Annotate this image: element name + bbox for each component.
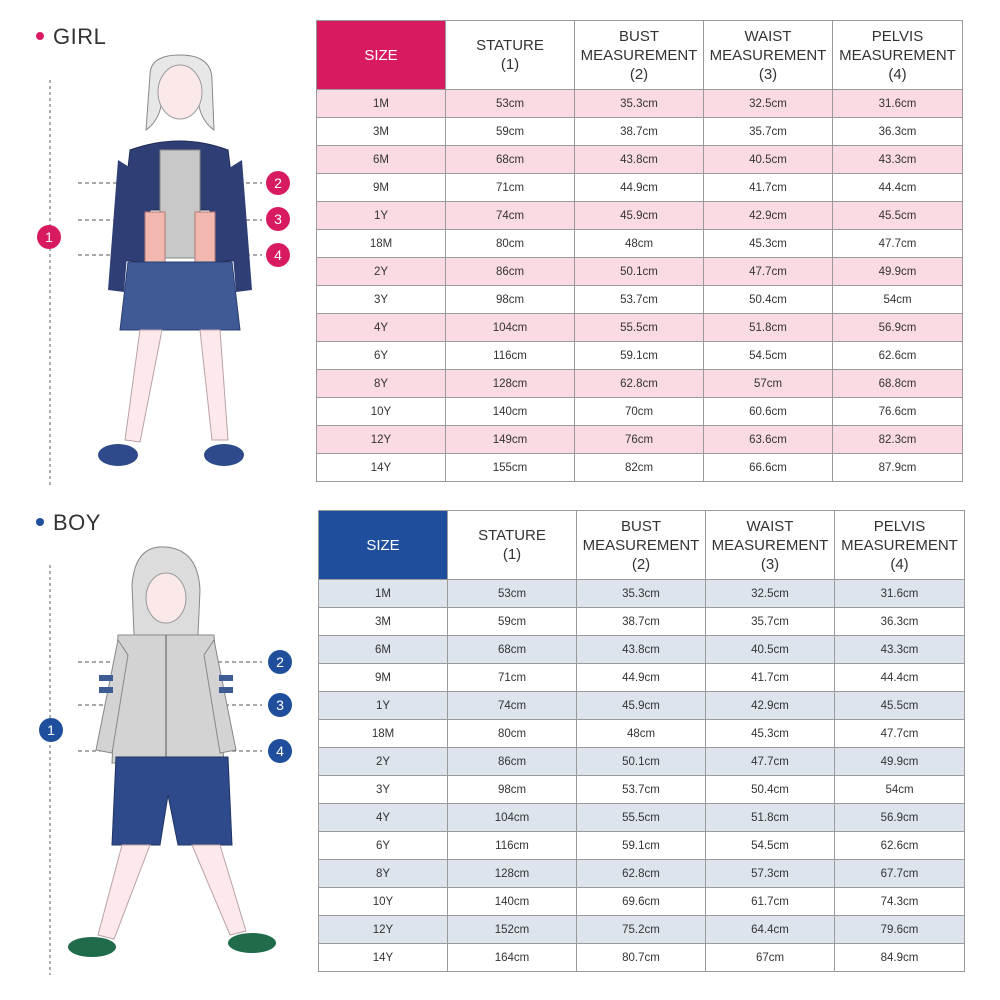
- table-row: [317, 202, 963, 230]
- cell-bust: 43.8cm: [577, 636, 706, 664]
- table-row: [317, 454, 963, 482]
- table-row: [319, 916, 965, 944]
- table-row: [317, 146, 963, 174]
- cell-bust: 50.1cm: [575, 258, 704, 286]
- cell-pelvis: 54cm: [835, 776, 965, 804]
- cell-bust: 48cm: [577, 720, 706, 748]
- marker-2-label: 2: [274, 175, 282, 191]
- cell-stature: 128cm: [448, 860, 577, 888]
- table-row: [319, 776, 965, 804]
- cell-waist: 50.4cm: [706, 776, 835, 804]
- cell-bust: 75.2cm: [577, 916, 706, 944]
- boy-illustration: [0, 495, 310, 1000]
- table-row: [317, 398, 963, 426]
- girl-figure: [0, 0, 310, 495]
- table-row: [319, 860, 965, 888]
- girl-illustration: [0, 0, 310, 495]
- marker-4-label: 4: [276, 743, 284, 759]
- marker-2-label: 2: [276, 654, 284, 670]
- cell-bust: 53.7cm: [577, 776, 706, 804]
- marker-4-label: 4: [274, 247, 282, 263]
- girl-size-table: [316, 20, 963, 482]
- cell-stature: 116cm: [448, 832, 577, 860]
- cell-waist: 54.5cm: [706, 832, 835, 860]
- cell-pelvis: 44.4cm: [833, 174, 963, 202]
- boy-section: [0, 495, 1000, 1000]
- cell-pelvis: 43.3cm: [833, 146, 963, 174]
- table-row: [317, 370, 963, 398]
- cell-stature: 149cm: [446, 426, 575, 454]
- cell-pelvis: 47.7cm: [835, 720, 965, 748]
- cell-size: 1M: [317, 90, 446, 118]
- cell-size: 12Y: [317, 426, 446, 454]
- cell-pelvis: 76.6cm: [833, 398, 963, 426]
- cell-size: 3Y: [317, 286, 446, 314]
- cell-size: 12Y: [319, 916, 448, 944]
- table-row: [317, 342, 963, 370]
- cell-stature: 59cm: [446, 118, 575, 146]
- cell-bust: 62.8cm: [575, 370, 704, 398]
- header-bust: BUST MEASUREMENT (2): [577, 511, 706, 580]
- cell-size: 6Y: [317, 342, 446, 370]
- cell-bust: 62.8cm: [577, 860, 706, 888]
- cell-bust: 35.3cm: [575, 90, 704, 118]
- cell-stature: 71cm: [446, 174, 575, 202]
- cell-size: 10Y: [319, 888, 448, 916]
- cell-size: 3M: [319, 608, 448, 636]
- cell-waist: 35.7cm: [706, 608, 835, 636]
- cell-bust: 55.5cm: [575, 314, 704, 342]
- girl-section: [0, 0, 1000, 495]
- table-row: [319, 608, 965, 636]
- cell-stature: 152cm: [448, 916, 577, 944]
- cell-size: 1Y: [317, 202, 446, 230]
- table-row: [319, 748, 965, 776]
- cell-size: 14Y: [317, 454, 446, 482]
- table-row: [317, 90, 963, 118]
- cell-pelvis: 67.7cm: [835, 860, 965, 888]
- cell-bust: 53.7cm: [575, 286, 704, 314]
- cell-waist: 64.4cm: [706, 916, 835, 944]
- header-stature: STATURE (1): [448, 511, 577, 580]
- header-size: SIZE: [317, 21, 446, 90]
- cell-stature: 104cm: [448, 804, 577, 832]
- cell-stature: 164cm: [448, 944, 577, 972]
- cell-waist: 47.7cm: [706, 748, 835, 776]
- cell-waist: 50.4cm: [704, 286, 833, 314]
- cell-size: 2Y: [317, 258, 446, 286]
- cell-size: 4Y: [317, 314, 446, 342]
- cell-stature: 53cm: [448, 580, 577, 608]
- marker-1-label: 1: [45, 229, 53, 245]
- cell-waist: 47.7cm: [704, 258, 833, 286]
- boy-heading-text: BOY: [53, 510, 101, 535]
- cell-bust: 45.9cm: [575, 202, 704, 230]
- cell-pelvis: 36.3cm: [833, 118, 963, 146]
- cell-bust: 38.7cm: [577, 608, 706, 636]
- table-row: [317, 258, 963, 286]
- table-row: [319, 664, 965, 692]
- cell-bust: 70cm: [575, 398, 704, 426]
- cell-size: 6M: [317, 146, 446, 174]
- cell-waist: 57.3cm: [706, 860, 835, 888]
- cell-bust: 35.3cm: [577, 580, 706, 608]
- header-pelvis: PELVIS MEASUREMENT (4): [833, 21, 963, 90]
- cell-bust: 59.1cm: [575, 342, 704, 370]
- cell-stature: 98cm: [448, 776, 577, 804]
- cell-pelvis: 44.4cm: [835, 664, 965, 692]
- cell-size: 1M: [319, 580, 448, 608]
- cell-pelvis: 62.6cm: [835, 832, 965, 860]
- cell-pelvis: 62.6cm: [833, 342, 963, 370]
- girl-heading-text: GIRL: [53, 24, 107, 49]
- table-row: [317, 314, 963, 342]
- cell-waist: 51.8cm: [706, 804, 835, 832]
- cell-waist: 54.5cm: [704, 342, 833, 370]
- table-row: [317, 286, 963, 314]
- cell-pelvis: 45.5cm: [833, 202, 963, 230]
- cell-waist: 67cm: [706, 944, 835, 972]
- table-row: [319, 720, 965, 748]
- cell-bust: 82cm: [575, 454, 704, 482]
- cell-waist: 40.5cm: [704, 146, 833, 174]
- table-row: [319, 804, 965, 832]
- cell-size: 6Y: [319, 832, 448, 860]
- cell-size: 18M: [319, 720, 448, 748]
- cell-pelvis: 47.7cm: [833, 230, 963, 258]
- table-row: [317, 426, 963, 454]
- cell-size: 9M: [317, 174, 446, 202]
- cell-waist: 42.9cm: [706, 692, 835, 720]
- table-row: [319, 832, 965, 860]
- table-row: [319, 692, 965, 720]
- cell-size: 6M: [319, 636, 448, 664]
- cell-size: 14Y: [319, 944, 448, 972]
- cell-waist: 66.6cm: [704, 454, 833, 482]
- cell-bust: 44.9cm: [575, 174, 704, 202]
- cell-stature: 155cm: [446, 454, 575, 482]
- cell-size: 1Y: [319, 692, 448, 720]
- cell-waist: 45.3cm: [706, 720, 835, 748]
- table-row: [319, 636, 965, 664]
- cell-waist: 57cm: [704, 370, 833, 398]
- cell-stature: 116cm: [446, 342, 575, 370]
- cell-pelvis: 36.3cm: [835, 608, 965, 636]
- cell-waist: 45.3cm: [704, 230, 833, 258]
- cell-pelvis: 56.9cm: [835, 804, 965, 832]
- header-pelvis: PELVIS MEASUREMENT (4): [835, 511, 965, 580]
- marker-1-label: 1: [47, 722, 55, 738]
- cell-size: 8Y: [317, 370, 446, 398]
- cell-bust: 80.7cm: [577, 944, 706, 972]
- cell-bust: 76cm: [575, 426, 704, 454]
- table-row: [319, 580, 965, 608]
- header-bust: BUST MEASUREMENT (2): [575, 21, 704, 90]
- cell-stature: 71cm: [448, 664, 577, 692]
- cell-size: 2Y: [319, 748, 448, 776]
- cell-pelvis: 54cm: [833, 286, 963, 314]
- cell-stature: 140cm: [448, 888, 577, 916]
- table-row: [319, 888, 965, 916]
- cell-waist: 63.6cm: [704, 426, 833, 454]
- cell-stature: 104cm: [446, 314, 575, 342]
- cell-waist: 35.7cm: [704, 118, 833, 146]
- cell-waist: 40.5cm: [706, 636, 835, 664]
- cell-pelvis: 82.3cm: [833, 426, 963, 454]
- cell-pelvis: 84.9cm: [835, 944, 965, 972]
- header-size: SIZE: [319, 511, 448, 580]
- table-header-row: [319, 511, 965, 580]
- cell-stature: 80cm: [448, 720, 577, 748]
- cell-size: 4Y: [319, 804, 448, 832]
- cell-bust: 38.7cm: [575, 118, 704, 146]
- cell-waist: 42.9cm: [704, 202, 833, 230]
- cell-bust: 69.6cm: [577, 888, 706, 916]
- cell-waist: 32.5cm: [706, 580, 835, 608]
- cell-size: 3Y: [319, 776, 448, 804]
- cell-waist: 41.7cm: [704, 174, 833, 202]
- cell-pelvis: 87.9cm: [833, 454, 963, 482]
- cell-pelvis: 49.9cm: [835, 748, 965, 776]
- cell-pelvis: 56.9cm: [833, 314, 963, 342]
- cell-stature: 53cm: [446, 90, 575, 118]
- boy-size-table: [318, 510, 965, 972]
- cell-pelvis: 31.6cm: [835, 580, 965, 608]
- cell-stature: 86cm: [446, 258, 575, 286]
- cell-stature: 74cm: [446, 202, 575, 230]
- marker-3-label: 3: [276, 697, 284, 713]
- cell-stature: 68cm: [448, 636, 577, 664]
- cell-stature: 128cm: [446, 370, 575, 398]
- cell-pelvis: 74.3cm: [835, 888, 965, 916]
- table-row: [317, 230, 963, 258]
- header-waist: WAIST MEASUREMENT (3): [704, 21, 833, 90]
- cell-bust: 44.9cm: [577, 664, 706, 692]
- cell-bust: 55.5cm: [577, 804, 706, 832]
- cell-pelvis: 43.3cm: [835, 636, 965, 664]
- cell-waist: 61.7cm: [706, 888, 835, 916]
- cell-waist: 60.6cm: [704, 398, 833, 426]
- cell-pelvis: 45.5cm: [835, 692, 965, 720]
- table-row: [319, 944, 965, 972]
- cell-bust: 45.9cm: [577, 692, 706, 720]
- cell-waist: 51.8cm: [704, 314, 833, 342]
- cell-stature: 59cm: [448, 608, 577, 636]
- cell-waist: 32.5cm: [704, 90, 833, 118]
- cell-stature: 140cm: [446, 398, 575, 426]
- cell-pelvis: 49.9cm: [833, 258, 963, 286]
- cell-stature: 74cm: [448, 692, 577, 720]
- cell-bust: 59.1cm: [577, 832, 706, 860]
- header-stature: STATURE (1): [446, 21, 575, 90]
- cell-stature: 80cm: [446, 230, 575, 258]
- cell-pelvis: 68.8cm: [833, 370, 963, 398]
- cell-bust: 43.8cm: [575, 146, 704, 174]
- cell-size: 9M: [319, 664, 448, 692]
- cell-stature: 68cm: [446, 146, 575, 174]
- cell-pelvis: 79.6cm: [835, 916, 965, 944]
- cell-stature: 98cm: [446, 286, 575, 314]
- cell-size: 3M: [317, 118, 446, 146]
- marker-3-label: 3: [274, 211, 282, 227]
- cell-bust: 50.1cm: [577, 748, 706, 776]
- table-row: [317, 174, 963, 202]
- table-header-row: [317, 21, 963, 90]
- cell-size: 10Y: [317, 398, 446, 426]
- cell-waist: 41.7cm: [706, 664, 835, 692]
- boy-figure: [0, 495, 310, 1000]
- header-waist: WAIST MEASUREMENT (3): [706, 511, 835, 580]
- cell-stature: 86cm: [448, 748, 577, 776]
- cell-size: 8Y: [319, 860, 448, 888]
- table-row: [317, 118, 963, 146]
- cell-pelvis: 31.6cm: [833, 90, 963, 118]
- cell-bust: 48cm: [575, 230, 704, 258]
- cell-size: 18M: [317, 230, 446, 258]
